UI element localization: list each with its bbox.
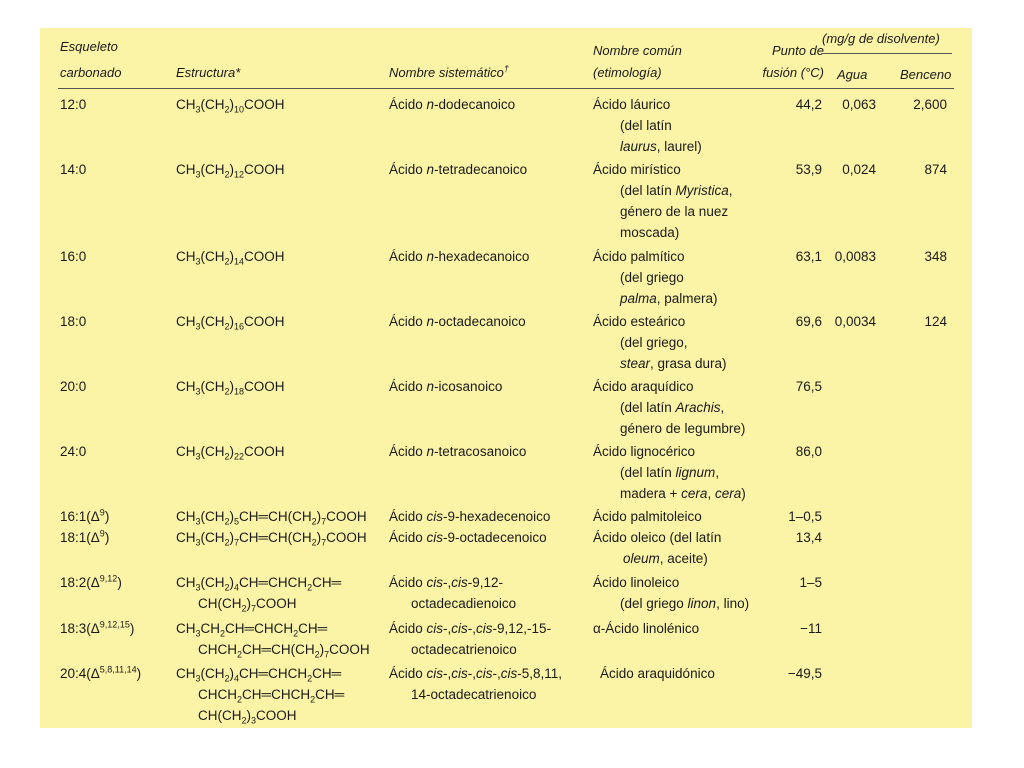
row-melting-point: 63,1 bbox=[795, 249, 822, 264]
row-skeleton: 18:0 bbox=[60, 314, 87, 329]
row-systematic-name: Ácido n-icosanoico bbox=[389, 379, 503, 394]
row-systematic-name: octadecadienoico bbox=[411, 596, 517, 611]
row-melting-point: −11 bbox=[800, 621, 822, 636]
row-skeleton: $18:3(\Delta^{9,12,15})$ bbox=[60, 619, 135, 636]
row-common-name: Ácido lignocérico bbox=[593, 444, 696, 459]
row-common-name: Ácido linoleico bbox=[593, 575, 680, 590]
row-skeleton: 14:0 bbox=[60, 162, 87, 177]
row-common-name: (del latín lignum, bbox=[620, 465, 720, 480]
row-melting-point: 1–0,5 bbox=[788, 509, 822, 524]
row-common-name: (del latín bbox=[620, 118, 672, 133]
row-common-name: madera + cera, cera) bbox=[620, 486, 746, 501]
row-systematic-name: Ácido n-octadecanoico bbox=[389, 314, 526, 329]
row-common-name: moscada) bbox=[620, 225, 680, 240]
table-sheet bbox=[40, 28, 972, 728]
row-benzene-solubility: 2,600 bbox=[913, 97, 947, 112]
row-systematic-name: Ácido n-tetracosanoico bbox=[389, 444, 527, 459]
row-structure: $CH_3(CH_2)_5CH═CH(CH_2)_7COOH$ bbox=[176, 509, 367, 527]
row-benzene-solubility: 348 bbox=[924, 249, 947, 264]
header-sub-rule bbox=[822, 53, 952, 54]
row-systematic-name: Ácido n-hexadecanoico bbox=[389, 249, 530, 264]
header-rule bbox=[58, 88, 954, 89]
row-structure: $CH_3(CH_2)_4CH═CHCH_2CH═$ bbox=[176, 666, 342, 684]
row-skeleton: $16:1(\Delta^9)$ bbox=[60, 507, 110, 524]
row-common-name: (del latín Arachis, bbox=[620, 400, 725, 415]
row-systematic-name: Ácido cis-,cis-,cis-,cis-5,8,11, bbox=[389, 666, 563, 681]
header-melt-2: fusión (°C) bbox=[762, 65, 824, 80]
row-common-name: género de legumbre) bbox=[620, 421, 746, 436]
header-water: Agua bbox=[837, 67, 868, 82]
row-skeleton: 20:0 bbox=[60, 379, 87, 394]
row-systematic-name: Ácido n-dodecanoico bbox=[389, 97, 516, 112]
row-melting-point: 69,6 bbox=[795, 314, 822, 329]
row-common-name: stear, grasa dura) bbox=[620, 356, 727, 371]
row-skeleton: $18:2(\Delta^{9,12})$ bbox=[60, 573, 122, 590]
row-structure: $CHCH_2CH═CHCH_2CH═$ bbox=[198, 687, 345, 705]
header-common-1: Nombre común bbox=[593, 43, 682, 58]
row-structure: $CH_3(CH_2)_{18}COOH$ bbox=[176, 379, 285, 397]
row-structure: $CH_3(CH_2)_{14}COOH$ bbox=[176, 249, 285, 267]
row-systematic-name: Ácido cis-9-hexadecenoico bbox=[389, 509, 551, 524]
row-common-name: Ácido araquídico bbox=[593, 379, 694, 394]
row-melting-point: 13,4 bbox=[795, 530, 822, 545]
row-common-name: Ácido palmitoleico bbox=[593, 509, 702, 524]
header-melt-1: Punto de bbox=[771, 43, 824, 58]
row-systematic-name: Ácido cis-9-octadecenoico bbox=[389, 530, 547, 545]
row-structure: $CH_3CH_2CH═CHCH_2CH═$ bbox=[176, 621, 328, 639]
row-benzene-solubility: 124 bbox=[924, 314, 947, 329]
row-structure: $CH(CH_2)_3COOH$ bbox=[198, 708, 297, 726]
header-structure: Estructura* bbox=[176, 65, 241, 80]
row-melting-point: −49,5 bbox=[787, 666, 822, 681]
row-melting-point: 86,0 bbox=[795, 444, 822, 459]
row-structure: $CH_3(CH_2)_{16}COOH$ bbox=[176, 314, 285, 332]
row-common-name: oleum, aceite) bbox=[623, 551, 708, 566]
row-skeleton: $20:4(\Delta^{5,8,11,14})$ bbox=[60, 664, 142, 681]
row-common-name: Ácido palmítico bbox=[593, 249, 685, 264]
row-structure: $CH_3(CH_2)_4CH═CHCH_2CH═$ bbox=[176, 575, 342, 593]
row-water-solubility: 0,024 bbox=[842, 162, 876, 177]
row-systematic-name: Ácido cis-,cis-9,12- bbox=[389, 575, 504, 590]
header-skeleton-1: Esqueleto bbox=[60, 39, 118, 54]
header-systematic: Nombre sistemático† bbox=[389, 63, 509, 80]
row-melting-point: 44,2 bbox=[795, 97, 822, 112]
header-benzene: Benceno bbox=[900, 67, 952, 82]
row-structure: $CHCH_2CH═CH(CH_2)_7COOH$ bbox=[198, 642, 370, 660]
row-common-name: α-Ácido linolénico bbox=[593, 621, 700, 636]
row-systematic-name: Ácido n-tetradecanoico bbox=[389, 162, 528, 177]
row-common-name: Ácido láurico bbox=[593, 97, 671, 112]
header-skeleton-2: carbonado bbox=[60, 65, 122, 80]
row-skeleton: $18:1(\Delta^9)$ bbox=[60, 528, 110, 545]
row-skeleton: 12:0 bbox=[60, 97, 87, 112]
row-common-name: laurus, laurel) bbox=[620, 139, 702, 154]
row-structure: $CH_3(CH_2)_7CH═CH(CH_2)_7COOH$ bbox=[176, 530, 367, 548]
row-structure: $CH(CH_2)_7COOH$ bbox=[198, 596, 297, 614]
row-common-name: (del latín Myristica, bbox=[620, 183, 733, 198]
row-common-name: Ácido oleico (del latín bbox=[593, 530, 722, 545]
row-skeleton: 16:0 bbox=[60, 249, 87, 264]
row-melting-point: 76,5 bbox=[795, 379, 822, 394]
row-common-name: (del griego linon, lino) bbox=[620, 596, 750, 611]
row-water-solubility: 0,063 bbox=[842, 97, 876, 112]
row-common-name: Ácido esteárico bbox=[593, 314, 686, 329]
row-common-name: género de la nuez bbox=[620, 204, 729, 219]
row-systematic-name: octadecatrienoico bbox=[411, 642, 517, 657]
row-common-name: (del griego bbox=[620, 270, 684, 285]
row-common-name: (del griego, bbox=[620, 335, 688, 350]
header-common-2: (etimología) bbox=[593, 65, 662, 80]
row-skeleton: 24:0 bbox=[60, 444, 87, 459]
header-solubility: (mg/g de disolvente) bbox=[822, 31, 940, 46]
row-structure: $CH_3(CH_2)_{12}COOH$ bbox=[176, 162, 285, 180]
row-structure: $CH_3(CH_2)_{10}COOH$ bbox=[176, 97, 285, 115]
row-common-name: Ácido mirístico bbox=[593, 162, 681, 177]
row-common-name: palma, palmera) bbox=[620, 291, 718, 306]
row-common-name: Ácido araquidónico bbox=[600, 666, 715, 681]
row-water-solubility: 0,0083 bbox=[834, 249, 876, 264]
row-structure: $CH_3(CH_2)_{22}COOH$ bbox=[176, 444, 285, 462]
row-melting-point: 1–5 bbox=[799, 575, 822, 590]
row-melting-point: 53,9 bbox=[795, 162, 822, 177]
row-systematic-name: 14-octadecatrienoico bbox=[411, 687, 537, 702]
row-water-solubility: 0,0034 bbox=[834, 314, 876, 329]
row-systematic-name: Ácido cis-,cis-,cis-9,12,-15- bbox=[389, 621, 552, 636]
row-benzene-solubility: 874 bbox=[924, 162, 947, 177]
